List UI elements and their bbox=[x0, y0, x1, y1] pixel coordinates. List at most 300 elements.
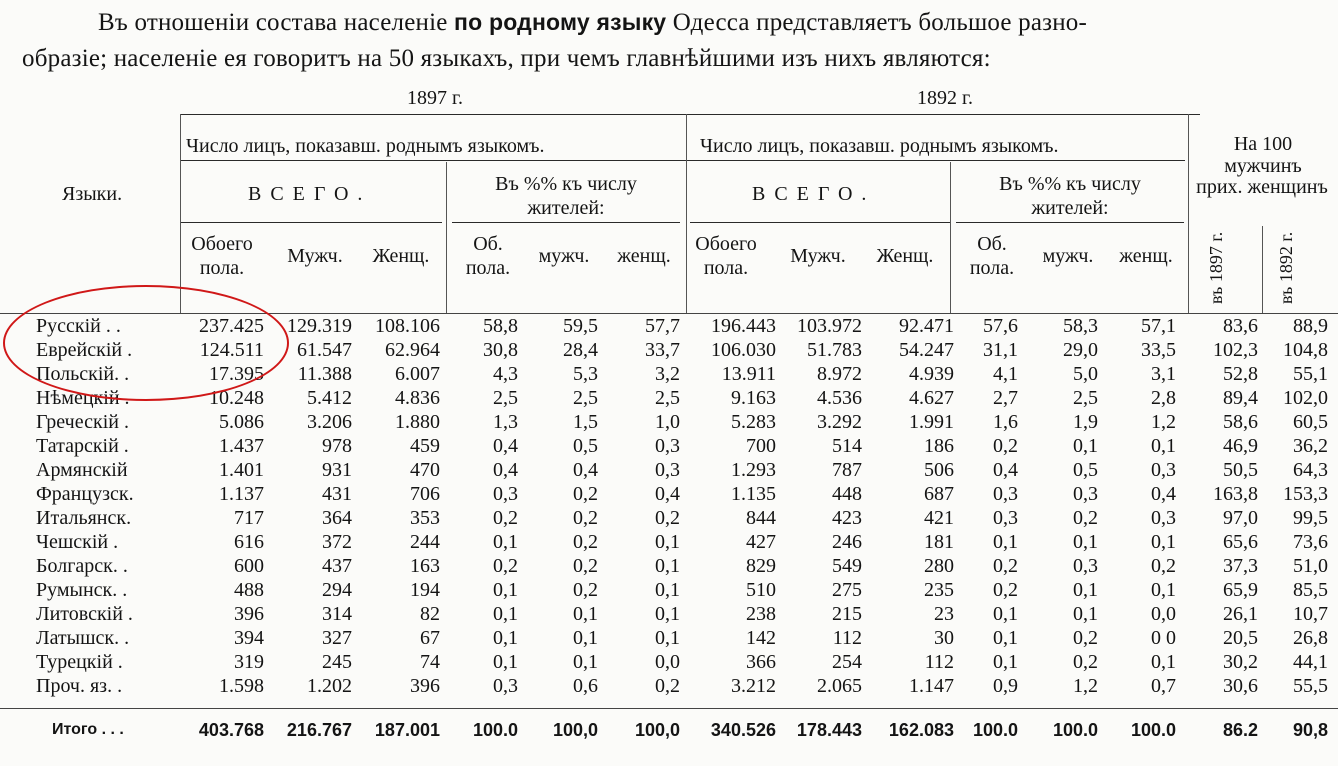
cell-ob-pct-1892: 0,1 bbox=[993, 531, 1018, 553]
cell-zhen-1897: 62.964 bbox=[385, 339, 440, 361]
cell-ob-pct-1892: 0,1 bbox=[993, 627, 1018, 649]
cell-muzh-1892: 246 bbox=[832, 531, 862, 553]
cell-ratio-1897: 50,5 bbox=[1223, 459, 1258, 481]
cell-ob-pct-1897: 0,1 bbox=[493, 531, 518, 553]
cell-zhen-pct-1897: 0,1 bbox=[655, 579, 680, 601]
cell-zhen-1897: 706 bbox=[410, 483, 440, 505]
cell-zhen-pct-1892: 0,3 bbox=[1151, 459, 1176, 481]
language-name: Чешскій . bbox=[36, 531, 119, 553]
cell-muzh-1897: 327 bbox=[322, 627, 352, 649]
table-row bbox=[0, 506, 1338, 530]
sub-zhen-pct-1897: женщ. bbox=[617, 245, 671, 267]
cell-ratio-1897: 26,1 bbox=[1223, 603, 1258, 625]
cell-obeih-1892: 340.526 bbox=[710, 720, 776, 740]
cell-obeih-1892: 9.163 bbox=[731, 387, 776, 409]
cell-ob-pct-1892: 0,1 bbox=[993, 603, 1018, 625]
cell-ob-pct-1897: 0,1 bbox=[493, 627, 518, 649]
cell-muzh-1897: 372 bbox=[322, 531, 352, 553]
vsego-1897-rule bbox=[180, 222, 442, 223]
cell-muzh-1892: 514 bbox=[832, 435, 862, 457]
cell-muzh-pct-1897: 0,1 bbox=[573, 627, 598, 649]
vsego-1892-rule bbox=[690, 222, 950, 223]
cell-obeih-1897: 17.395 bbox=[209, 363, 264, 385]
cell-zhen-1892: 506 bbox=[924, 459, 954, 481]
cell-zhen-pct-1892: 1,2 bbox=[1151, 411, 1176, 433]
language-name: Литовскій . bbox=[36, 603, 133, 625]
cell-muzh-pct-1892: 0,2 bbox=[1073, 651, 1098, 673]
pct-1897-l2: жителей: bbox=[527, 197, 605, 219]
cell-ob-pct-1892: 0,3 bbox=[993, 507, 1018, 529]
cell-zhen-1892: 280 bbox=[924, 555, 954, 577]
ratio-1892-header: въ 1892 г. bbox=[1276, 231, 1296, 304]
cell-zhen-1897: 396 bbox=[410, 675, 440, 697]
cell-zhen-pct-1897: 0,2 bbox=[655, 507, 680, 529]
cell-ratio-1892: 55,1 bbox=[1293, 363, 1328, 385]
cell-ratio-1892: 60,5 bbox=[1293, 411, 1328, 433]
sub-zhen-pct-1892: женщ. bbox=[1119, 245, 1173, 267]
sub-muzh-pct-1892: мужч. bbox=[1042, 245, 1094, 267]
cell-ob-pct-1892: 31,1 bbox=[983, 339, 1018, 361]
cell-zhen-1897: 459 bbox=[410, 435, 440, 457]
sub-muzh-1897: Мужч. bbox=[287, 245, 343, 267]
cell-ratio-1892: 153,3 bbox=[1283, 483, 1328, 505]
cell-muzh-1892: 4.536 bbox=[817, 387, 862, 409]
cell-muzh-pct-1897: 5,3 bbox=[573, 363, 598, 385]
cell-obeih-1892: 142 bbox=[746, 627, 776, 649]
ratio-head-l3: прих. женщинъ bbox=[1196, 176, 1328, 198]
cell-ob-pct-1892: 2,7 bbox=[993, 387, 1018, 409]
cell-zhen-pct-1892: 57,1 bbox=[1141, 315, 1176, 337]
cell-ob-pct-1897: 0,2 bbox=[493, 507, 518, 529]
sub-ob-1892-l1: Об. bbox=[977, 233, 1007, 255]
cell-muzh-pct-1897: 100,0 bbox=[552, 720, 598, 740]
language-name: Проч. яз. . bbox=[36, 675, 123, 697]
cell-obeih-1892: 366 bbox=[746, 651, 776, 673]
cell-ob-pct-1897: 0,3 bbox=[493, 675, 518, 697]
cell-zhen-1897: 163 bbox=[410, 555, 440, 577]
sub-obeih-1892-l1: Обоего bbox=[695, 233, 757, 255]
cell-zhen-pct-1892: 0,1 bbox=[1151, 531, 1176, 553]
cell-ob-pct-1897: 58,8 bbox=[483, 315, 518, 337]
cell-muzh-pct-1897: 0,2 bbox=[573, 555, 598, 577]
cell-ob-pct-1892: 100.0 bbox=[972, 720, 1018, 740]
cell-ratio-1897: 30,2 bbox=[1223, 651, 1258, 673]
cell-zhen-1892: 92.471 bbox=[899, 315, 954, 337]
cell-obeih-1897: 319 bbox=[234, 651, 264, 673]
cell-obeih-1897: 124.511 bbox=[199, 339, 264, 361]
language-name: Еврейскій . bbox=[36, 339, 133, 361]
cell-ob-pct-1892: 57,6 bbox=[983, 315, 1018, 337]
cell-muzh-pct-1897: 59,5 bbox=[563, 315, 598, 337]
cell-obeih-1897: 396 bbox=[234, 603, 264, 625]
cell-zhen-pct-1897: 0,1 bbox=[655, 627, 680, 649]
cell-muzh-1892: 51.783 bbox=[807, 339, 862, 361]
cell-ob-pct-1897: 100.0 bbox=[472, 720, 518, 740]
divider-ratio bbox=[1188, 114, 1189, 314]
cell-muzh-pct-1897: 0,2 bbox=[573, 531, 598, 553]
table-row bbox=[0, 650, 1338, 674]
cell-muzh-1897: 978 bbox=[322, 435, 352, 457]
language-name: Русскій . . bbox=[36, 315, 121, 337]
pct-1897-rule bbox=[452, 222, 680, 223]
cell-ob-pct-1892: 0,9 bbox=[993, 675, 1018, 697]
cell-muzh-1897: 61.547 bbox=[297, 339, 352, 361]
cell-zhen-1892: 186 bbox=[924, 435, 954, 457]
cell-zhen-pct-1897: 100,0 bbox=[634, 720, 680, 740]
cell-muzh-1897: 931 bbox=[322, 459, 352, 481]
cell-zhen-pct-1892: 0 0 bbox=[1151, 627, 1176, 649]
cell-ob-pct-1892: 0,2 bbox=[993, 435, 1018, 457]
cell-zhen-pct-1892: 0,2 bbox=[1151, 555, 1176, 577]
cell-ratio-1892: 64,3 bbox=[1293, 459, 1328, 481]
cell-obeih-1892: 5.283 bbox=[731, 411, 776, 433]
cell-ratio-1897: 37,3 bbox=[1223, 555, 1258, 577]
language-name: Нѣмецкій . bbox=[36, 387, 130, 409]
cell-muzh-pct-1892: 5,0 bbox=[1073, 363, 1098, 385]
cell-muzh-pct-1897: 0,5 bbox=[573, 435, 598, 457]
cell-zhen-1892: 1.147 bbox=[909, 675, 954, 697]
table-row bbox=[0, 458, 1338, 482]
cell-ob-pct-1892: 0,2 bbox=[993, 555, 1018, 577]
table-row bbox=[0, 602, 1338, 626]
sub-zhen-1897: Женщ. bbox=[372, 245, 430, 267]
cell-zhen-pct-1897: 0,1 bbox=[655, 555, 680, 577]
cell-muzh-1897: 216.767 bbox=[286, 720, 352, 740]
language-name: Итальянск. bbox=[36, 507, 132, 529]
pct-1892-l1: Въ %% къ числу bbox=[999, 173, 1141, 195]
cell-obeih-1892: 510 bbox=[746, 579, 776, 601]
cell-zhen-1892: 54.247 bbox=[899, 339, 954, 361]
cell-muzh-pct-1892: 0,3 bbox=[1073, 555, 1098, 577]
cell-muzh-pct-1897: 28,4 bbox=[563, 339, 598, 361]
cell-ratio-1892: 73,6 bbox=[1293, 531, 1328, 553]
table-row bbox=[0, 482, 1338, 506]
cell-ob-pct-1892: 0,2 bbox=[993, 579, 1018, 601]
vsego-1897: ВСЕГО. bbox=[248, 183, 372, 205]
divider-years bbox=[686, 114, 687, 314]
cell-zhen-1897: 4.836 bbox=[395, 387, 440, 409]
cell-muzh-1897: 364 bbox=[322, 507, 352, 529]
cell-muzh-1892: 215 bbox=[832, 603, 862, 625]
cell-muzh-pct-1892: 1,9 bbox=[1073, 411, 1098, 433]
cell-muzh-pct-1897: 0,2 bbox=[573, 483, 598, 505]
cell-muzh-1897: 11.388 bbox=[297, 363, 352, 385]
cell-muzh-1897: 5.412 bbox=[307, 387, 352, 409]
cell-ob-pct-1892: 0,4 bbox=[993, 459, 1018, 481]
cell-ratio-1892: 26,8 bbox=[1293, 627, 1328, 649]
cell-zhen-1892: 162.083 bbox=[888, 720, 954, 740]
cell-zhen-pct-1897: 33,7 bbox=[645, 339, 680, 361]
cell-ratio-1897: 30,6 bbox=[1223, 675, 1258, 697]
cell-zhen-pct-1892: 33,5 bbox=[1141, 339, 1176, 361]
cell-obeih-1897: 10.248 bbox=[209, 387, 264, 409]
cell-ratio-1897: 58,6 bbox=[1223, 411, 1258, 433]
cell-obeih-1897: 717 bbox=[234, 507, 264, 529]
table-row bbox=[0, 626, 1338, 650]
cell-obeih-1897: 1.137 bbox=[219, 483, 264, 505]
cell-muzh-pct-1897: 0,2 bbox=[573, 579, 598, 601]
cell-zhen-pct-1897: 1,0 bbox=[655, 411, 680, 433]
cell-muzh-pct-1892: 0,2 bbox=[1073, 507, 1098, 529]
group-1897: Число лицъ, показавш. роднымъ языкомъ. bbox=[186, 135, 545, 157]
table-row bbox=[0, 530, 1338, 554]
total-rule bbox=[0, 708, 1338, 709]
cell-obeih-1892: 829 bbox=[746, 555, 776, 577]
cell-zhen-pct-1897: 0,3 bbox=[655, 435, 680, 457]
cell-ratio-1892: 85,5 bbox=[1293, 579, 1328, 601]
cell-zhen-1892: 30 bbox=[934, 627, 954, 649]
cell-zhen-pct-1897: 0,3 bbox=[655, 459, 680, 481]
cell-muzh-pct-1892: 1,2 bbox=[1073, 675, 1098, 697]
table-row bbox=[0, 434, 1338, 458]
cell-zhen-1892: 181 bbox=[924, 531, 954, 553]
ratio-head-l1: На 100 bbox=[1233, 133, 1293, 155]
intro-bold-phrase: по родному языку bbox=[454, 9, 667, 35]
cell-zhen-1892: 112 bbox=[924, 651, 954, 673]
cell-ob-pct-1897: 0,4 bbox=[493, 435, 518, 457]
sub-obeih-1892-l2: пола. bbox=[703, 257, 749, 279]
cell-obeih-1897: 616 bbox=[234, 531, 264, 553]
cell-muzh-1892: 2.065 bbox=[817, 675, 862, 697]
divider-1892-pct bbox=[950, 162, 951, 314]
cell-muzh-1892: 275 bbox=[832, 579, 862, 601]
cell-muzh-pct-1892: 0,2 bbox=[1073, 627, 1098, 649]
cell-ratio-1892: 51,0 bbox=[1293, 555, 1328, 577]
cell-zhen-1897: 470 bbox=[410, 459, 440, 481]
cell-ob-pct-1897: 2,5 bbox=[493, 387, 518, 409]
cell-obeih-1892: 196.443 bbox=[711, 315, 776, 337]
cell-ob-pct-1897: 0,1 bbox=[493, 579, 518, 601]
cell-muzh-pct-1897: 0,6 bbox=[573, 675, 598, 697]
cell-obeih-1897: 1.598 bbox=[219, 675, 264, 697]
col-lang-header: Языки. bbox=[62, 183, 123, 205]
cell-muzh-pct-1892: 0,1 bbox=[1073, 531, 1098, 553]
cell-muzh-1897: 294 bbox=[322, 579, 352, 601]
sub-muzh-1892: Мужч. bbox=[790, 245, 846, 267]
group-1892: Число лицъ, показавш. роднымъ языкомъ. bbox=[700, 135, 1059, 157]
cell-muzh-1897: 3.206 bbox=[307, 411, 352, 433]
cell-muzh-pct-1892: 58,3 bbox=[1063, 315, 1098, 337]
cell-ob-pct-1897: 4,3 bbox=[493, 363, 518, 385]
header-rule-top bbox=[180, 114, 1200, 115]
pct-1892-l2: жителей: bbox=[1031, 197, 1109, 219]
cell-muzh-pct-1892: 0,3 bbox=[1073, 483, 1098, 505]
cell-obeih-1897: 600 bbox=[234, 555, 264, 577]
sub-obeih-1897-l2: пола. bbox=[199, 257, 245, 279]
cell-obeih-1892: 844 bbox=[746, 507, 776, 529]
total-row bbox=[0, 718, 1338, 742]
cell-zhen-1897: 108.106 bbox=[375, 315, 440, 337]
language-name: Армянскій bbox=[36, 459, 128, 481]
language-name: Турецкій . bbox=[36, 651, 123, 673]
cell-muzh-1897: 129.319 bbox=[287, 315, 352, 337]
cell-ratio-1897: 20,5 bbox=[1223, 627, 1258, 649]
cell-muzh-1892: 3.292 bbox=[817, 411, 862, 433]
cell-ratio-1892: 99,5 bbox=[1293, 507, 1328, 529]
cell-muzh-pct-1892: 29,0 bbox=[1063, 339, 1098, 361]
cell-zhen-pct-1897: 57,7 bbox=[645, 315, 680, 337]
intro-paragraph bbox=[22, 4, 1322, 77]
cell-muzh-1892: 254 bbox=[832, 651, 862, 673]
cell-ob-pct-1897: 0,1 bbox=[493, 603, 518, 625]
cell-muzh-1897: 245 bbox=[322, 651, 352, 673]
cell-zhen-pct-1892: 0,0 bbox=[1151, 603, 1176, 625]
table-row bbox=[0, 674, 1338, 698]
cell-muzh-pct-1892: 0,1 bbox=[1073, 603, 1098, 625]
cell-zhen-pct-1897: 0,0 bbox=[655, 651, 680, 673]
cell-muzh-pct-1897: 0,1 bbox=[573, 603, 598, 625]
cell-zhen-pct-1892: 0,3 bbox=[1151, 507, 1176, 529]
cell-ob-pct-1892: 0,3 bbox=[993, 483, 1018, 505]
cell-obeih-1897: 5.086 bbox=[219, 411, 264, 433]
cell-zhen-pct-1892: 100.0 bbox=[1130, 720, 1176, 740]
cell-obeih-1892: 3.212 bbox=[731, 675, 776, 697]
cell-zhen-pct-1897: 2,5 bbox=[655, 387, 680, 409]
cell-zhen-1897: 67 bbox=[420, 627, 440, 649]
year-1892: 1892 г. bbox=[917, 87, 973, 109]
intro-text-2: образіе; населеніе ея говоритъ на 50 языкахъ, при чемъ главнѣйшими изъ нихъ являются: bbox=[22, 45, 991, 72]
cell-obeih-1897: 1.437 bbox=[219, 435, 264, 457]
cell-zhen-pct-1892: 2,8 bbox=[1151, 387, 1176, 409]
cell-ratio-1897: 97,0 bbox=[1223, 507, 1258, 529]
cell-muzh-1892: 787 bbox=[832, 459, 862, 481]
language-name: Французск. bbox=[36, 483, 134, 505]
intro-text-1a: Въ отношеніи состава населеніе bbox=[98, 9, 455, 36]
cell-obeih-1897: 394 bbox=[234, 627, 264, 649]
cell-ob-pct-1892: 1,6 bbox=[993, 411, 1018, 433]
cell-muzh-pct-1892: 0,1 bbox=[1073, 579, 1098, 601]
cell-zhen-pct-1897: 0,1 bbox=[655, 603, 680, 625]
red-annotation-circle bbox=[3, 285, 289, 401]
cell-muzh-1897: 431 bbox=[322, 483, 352, 505]
cell-zhen-pct-1892: 0,1 bbox=[1151, 435, 1176, 457]
cell-zhen-pct-1892: 3,1 bbox=[1151, 363, 1176, 385]
cell-ratio-1897: 65,9 bbox=[1223, 579, 1258, 601]
cell-muzh-1892: 112 bbox=[832, 627, 862, 649]
cell-muzh-1892: 423 bbox=[832, 507, 862, 529]
cell-obeih-1892: 427 bbox=[746, 531, 776, 553]
cell-zhen-1897: 82 bbox=[420, 603, 440, 625]
cell-ratio-1892: 102,0 bbox=[1283, 387, 1328, 409]
language-name: Итого . . . bbox=[52, 721, 124, 738]
divider-1897-pct bbox=[446, 162, 447, 314]
cell-zhen-1892: 1.991 bbox=[909, 411, 954, 433]
cell-ratio-1897: 52,8 bbox=[1223, 363, 1258, 385]
sub-obeih-1897-l1: Обоего bbox=[191, 233, 253, 255]
cell-ob-pct-1897: 0,2 bbox=[493, 555, 518, 577]
cell-obeih-1897: 488 bbox=[234, 579, 264, 601]
sub-muzh-pct-1897: мужч. bbox=[538, 245, 590, 267]
year-1897: 1897 г. bbox=[407, 87, 463, 109]
cell-ratio-1892: 88,9 bbox=[1293, 315, 1328, 337]
cell-muzh-pct-1897: 2,5 bbox=[573, 387, 598, 409]
cell-ratio-1892: 90,8 bbox=[1292, 720, 1328, 740]
cell-obeih-1892: 238 bbox=[746, 603, 776, 625]
cell-muzh-pct-1897: 0,1 bbox=[573, 651, 598, 673]
cell-obeih-1897: 237.425 bbox=[199, 315, 264, 337]
cell-ratio-1897: 83,6 bbox=[1223, 315, 1258, 337]
cell-muzh-1897: 1.202 bbox=[307, 675, 352, 697]
pct-1897-l1: Въ %% къ числу bbox=[495, 173, 637, 195]
cell-obeih-1892: 106.030 bbox=[711, 339, 776, 361]
language-name: Польскій. . bbox=[36, 363, 130, 385]
cell-zhen-1897: 74 bbox=[420, 651, 440, 673]
cell-muzh-pct-1897: 0,4 bbox=[573, 459, 598, 481]
cell-obeih-1892: 1.135 bbox=[731, 483, 776, 505]
cell-ratio-1897: 46,9 bbox=[1223, 435, 1258, 457]
cell-muzh-pct-1892: 0,1 bbox=[1073, 435, 1098, 457]
ratio-1897-header: въ 1897 г. bbox=[1206, 231, 1226, 304]
header-rule-mid bbox=[180, 160, 1185, 161]
cell-muzh-pct-1892: 2,5 bbox=[1073, 387, 1098, 409]
language-name: Болгарск. . bbox=[36, 555, 128, 577]
sub-ob-1897-l1: Об. bbox=[473, 233, 503, 255]
cell-muzh-1892: 8.972 bbox=[817, 363, 862, 385]
cell-muzh-1892: 448 bbox=[832, 483, 862, 505]
divider-ratio-years bbox=[1262, 226, 1263, 314]
cell-obeih-1897: 1.401 bbox=[219, 459, 264, 481]
cell-ratio-1897: 86.2 bbox=[1222, 720, 1258, 740]
cell-zhen-1892: 687 bbox=[924, 483, 954, 505]
cell-zhen-pct-1897: 0,4 bbox=[655, 483, 680, 505]
cell-muzh-1892: 549 bbox=[832, 555, 862, 577]
language-name: Латышск. . bbox=[36, 627, 130, 649]
cell-zhen-1892: 235 bbox=[924, 579, 954, 601]
cell-zhen-pct-1897: 0,2 bbox=[655, 675, 680, 697]
intro-text-1b: Одесса представляетъ большое разно- bbox=[666, 9, 1088, 36]
table-row bbox=[0, 554, 1338, 578]
cell-ratio-1892: 55,5 bbox=[1293, 675, 1328, 697]
cell-zhen-1892: 4.939 bbox=[909, 363, 954, 385]
cell-ob-pct-1897: 0,3 bbox=[493, 483, 518, 505]
cell-muzh-pct-1892: 100.0 bbox=[1052, 720, 1098, 740]
cell-ratio-1892: 36,2 bbox=[1293, 435, 1328, 457]
cell-ratio-1897: 163,8 bbox=[1213, 483, 1258, 505]
cell-obeih-1892: 13.911 bbox=[721, 363, 776, 385]
cell-zhen-1892: 421 bbox=[924, 507, 954, 529]
cell-zhen-pct-1897: 0,1 bbox=[655, 531, 680, 553]
cell-obeih-1892: 1.293 bbox=[731, 459, 776, 481]
cell-ob-pct-1897: 0,4 bbox=[493, 459, 518, 481]
cell-obeih-1897: 403.768 bbox=[198, 720, 264, 740]
cell-ratio-1897: 102,3 bbox=[1213, 339, 1258, 361]
cell-muzh-1897: 437 bbox=[322, 555, 352, 577]
cell-ratio-1892: 104,8 bbox=[1283, 339, 1328, 361]
cell-zhen-1892: 4.627 bbox=[909, 387, 954, 409]
cell-ratio-1897: 65,6 bbox=[1223, 531, 1258, 553]
cell-ratio-1897: 89,4 bbox=[1223, 387, 1258, 409]
cell-obeih-1892: 700 bbox=[746, 435, 776, 457]
cell-zhen-1897: 6.007 bbox=[395, 363, 440, 385]
cell-zhen-pct-1892: 0,7 bbox=[1151, 675, 1176, 697]
sub-ob-1892-l2: пола. bbox=[969, 257, 1015, 279]
cell-ob-pct-1897: 1,3 bbox=[493, 411, 518, 433]
cell-ob-pct-1897: 30,8 bbox=[483, 339, 518, 361]
pct-1892-rule bbox=[956, 222, 1184, 223]
language-name: Румынск. . bbox=[36, 579, 128, 601]
cell-muzh-pct-1897: 0,2 bbox=[573, 507, 598, 529]
cell-ob-pct-1892: 4,1 bbox=[993, 363, 1018, 385]
cell-muzh-1892: 103.972 bbox=[797, 315, 862, 337]
cell-muzh-1897: 314 bbox=[322, 603, 352, 625]
cell-zhen-1897: 353 bbox=[410, 507, 440, 529]
cell-zhen-1897: 1.880 bbox=[395, 411, 440, 433]
cell-muzh-pct-1897: 1,5 bbox=[573, 411, 598, 433]
vsego-1892: ВСЕГО. bbox=[752, 183, 876, 205]
cell-ratio-1892: 10,7 bbox=[1293, 603, 1328, 625]
language-name: Греческій . bbox=[36, 411, 129, 433]
cell-zhen-1892: 23 bbox=[934, 603, 954, 625]
